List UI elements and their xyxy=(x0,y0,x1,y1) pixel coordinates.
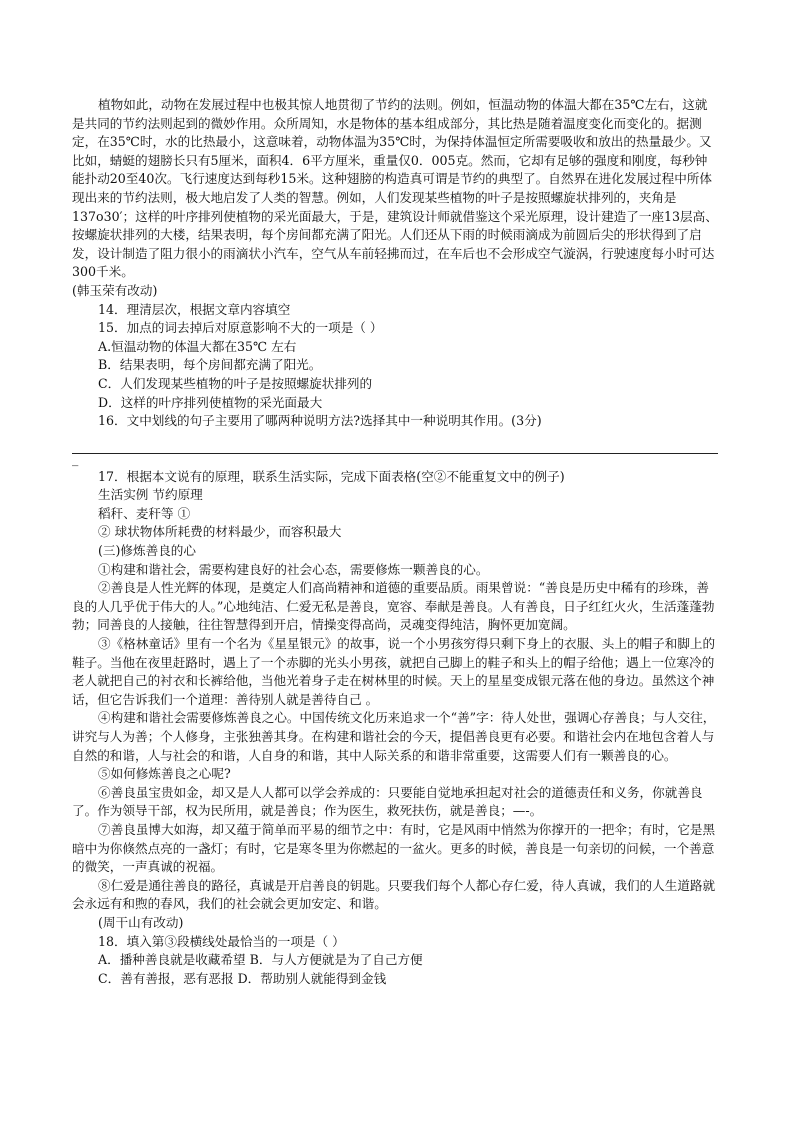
question-17-table-header: 生活实例 节约原理 xyxy=(98,487,203,503)
question-18: 18．填入第③段横线处最恰当的一项是（ ） xyxy=(98,933,345,949)
passage3-paragraph-5: ⑤如何修炼善良之心呢? xyxy=(98,766,231,782)
passage3-source: (周干山有改动) xyxy=(98,914,184,930)
answer-line-tick: _ xyxy=(72,450,79,466)
passage3-paragraph-7: ⑦善良虽博大如海，却又蕴于简单而平易的细节之中：有时，它是风雨中悄然为你撑开的一把伞；有时，它是黑暗中为你倏然点亮的一盏灯；有时，它是寒冬里为你燃起的一盆火。更多的时候，善良是一句亲切的问候，一个善意的微笑，一声真诚的祝福。 xyxy=(72,821,716,875)
passage2-source: (韩玉荣有改动) xyxy=(72,282,158,298)
question-15-option-d: D．这样的叶序排列使植物的采光面最大 xyxy=(98,394,323,410)
question-14: 14．理清层次，根据文章内容填空 xyxy=(98,301,291,317)
answer-space xyxy=(72,431,718,451)
passage3-paragraph-4: ④构建和谐社会需要修炼善良之心。中国传统文化历来追求一个“善”字：待人处世，强调心存善良；与人交往，讲究与人为善；个人修身，主张独善其身。在构建和谐社会的今天，提倡善良更有必要。和谐社会内在地包含着人与自然的和谐，人与社会的和谐，人自身的和谐，其中人际关系的和谐非常重要，这需要人们有一颗善良的心。 xyxy=(72,710,716,763)
passage3-paragraph-6: ⑥善良虽宝贵如金，却又是人人都可以学会养成的：只要能自觉地承担起对社会的道德责任和义务，你就善良了。作为领导干部，权为民所用，就是善良；作为医生，救死扶伤，就是善良；—-。 xyxy=(72,784,703,819)
question-16: 16．文中划线的句子主要用了哪两种说明方法?选择其中一种说明其作用。(3分) xyxy=(98,413,542,429)
question-15: 15．加点的词去掉后对原意影响不大的一项是（ ） xyxy=(98,320,383,336)
passage3-paragraph-8: ⑧仁爱是通往善良的路径，真诚是开启善良的钥匙。只要我们每个人都心存仁爱，待人真诚，我们的人生道路就会永远有和煦的春风，我们的社会就会更加安定、和谐。 xyxy=(72,877,716,912)
question-17-table-row-1: 稻秆、麦秆等 ① xyxy=(98,505,191,521)
question-15-option-c: C．人们发现某些植物的叶子是按照螺旋状排列的 xyxy=(98,375,373,391)
question-17: 17．根据本文说有的原理，联系生活实际，完成下面表格(空②不能重复文中的例子) xyxy=(98,468,565,484)
question-18-options-cd: C．善有善报，恶有恶报 D．帮助别人就能得到金钱 xyxy=(98,970,387,986)
passage3-paragraph-1: ①构建和谐社会，需要构建良好的社会心态，需要修炼一颗善良的心。 xyxy=(98,561,489,577)
passage3-paragraph-3: ③《格林童话》里有一个名为《星星银元》的故事，说一个小男孩穷得只剩下身上的衣服、头上的帽子和脚上的鞋子。当他在夜里赶路时，遇上了一个赤脚的光头小男孩，就把自己脚上的鞋子和头上的帽子给他；遇上一位寒冷的老人就把自己的衬衣和长裤给他，当他光着身子走在树林里的时候。天上的星星变成银元落在他的身边。虽然这个神话，但它告诉我们一个道理：善待别人就是善待自己 。 xyxy=(72,636,716,707)
question-18-options-ab: A．播种善良就是收藏希望 B．与人方便就是为了自己方便 xyxy=(98,952,423,968)
question-17-table-row-2: ② 球状物体所耗费的材料最少，而容积最大 xyxy=(98,524,342,540)
passage3-paragraph-2: ②善良是人性光辉的体现，是奠定人们高尚精神和道德的重要品质。雨果曾说：“善良是历史中稀有的珍珠，善良的人几乎优于伟大的人。”心地纯洁、仁爱无私是善良，宽容、奉献是善良。人有善良，日子红红火火，生活蓬蓬勃勃；同善良的人接触，往往智慧得到开启，情操变得高尚，灵魂变得纯洁，胸怀更加宽阔。 xyxy=(72,580,715,633)
question-15-option-b: B．结果表明，每个房间都充满了阳光。 xyxy=(98,357,322,373)
passage2-paragraph: 植物如此，动物在发展过程中也极其惊人地贯彻了节约的法则。例如，恒温动物的体温大都在35℃左右，这就是共同的节约法则起到的微妙作用。众所周知，水是物体的基本组成部分，其比热是随着温度变化而变化的。据测定，在35℃时，水的比热最小，这意味着，动物体温为35℃时，为保持体温恒定所需要吸收和放出的热量最少。又比如，蜻蜓的翅膀长只有5厘米，面积4．6平方厘米，重量仅0．005克。然而，它却有足够的强度和刚度，每秒钟能扑动20至40次。飞行速度达到每秒15米。这种翅膀的构造真可谓是节约的典型了。自然界在进化发展过程中所体现出来的节约法则，极大地启发了人类的智慧。例如，人们发现某些植物的叶子是按照螺旋状排列的，夹角是137о30′；这样的叶序排列使植物的采光面最大，于是，建筑设计师就借鉴这个采光原理，设计建造了一座13层高、按螺旋状排列的大楼，结果表明，每个房间都充满了阳光。人们还从下雨的时候雨滴成为前圆后尖的形状得到了启发，设计制造了阻力很小的雨滴状小汽车，空气从车前轻拂而过，在车后也不会形成空气漩涡，行驶速度每小时可达300千米。 xyxy=(72,97,718,280)
exam-page xyxy=(72,96,718,988)
passage3-heading: (三)修炼善良的心 xyxy=(98,543,196,559)
question-15-option-a: A.恒温动物的体温大都在35℃ 左右 xyxy=(98,338,297,354)
